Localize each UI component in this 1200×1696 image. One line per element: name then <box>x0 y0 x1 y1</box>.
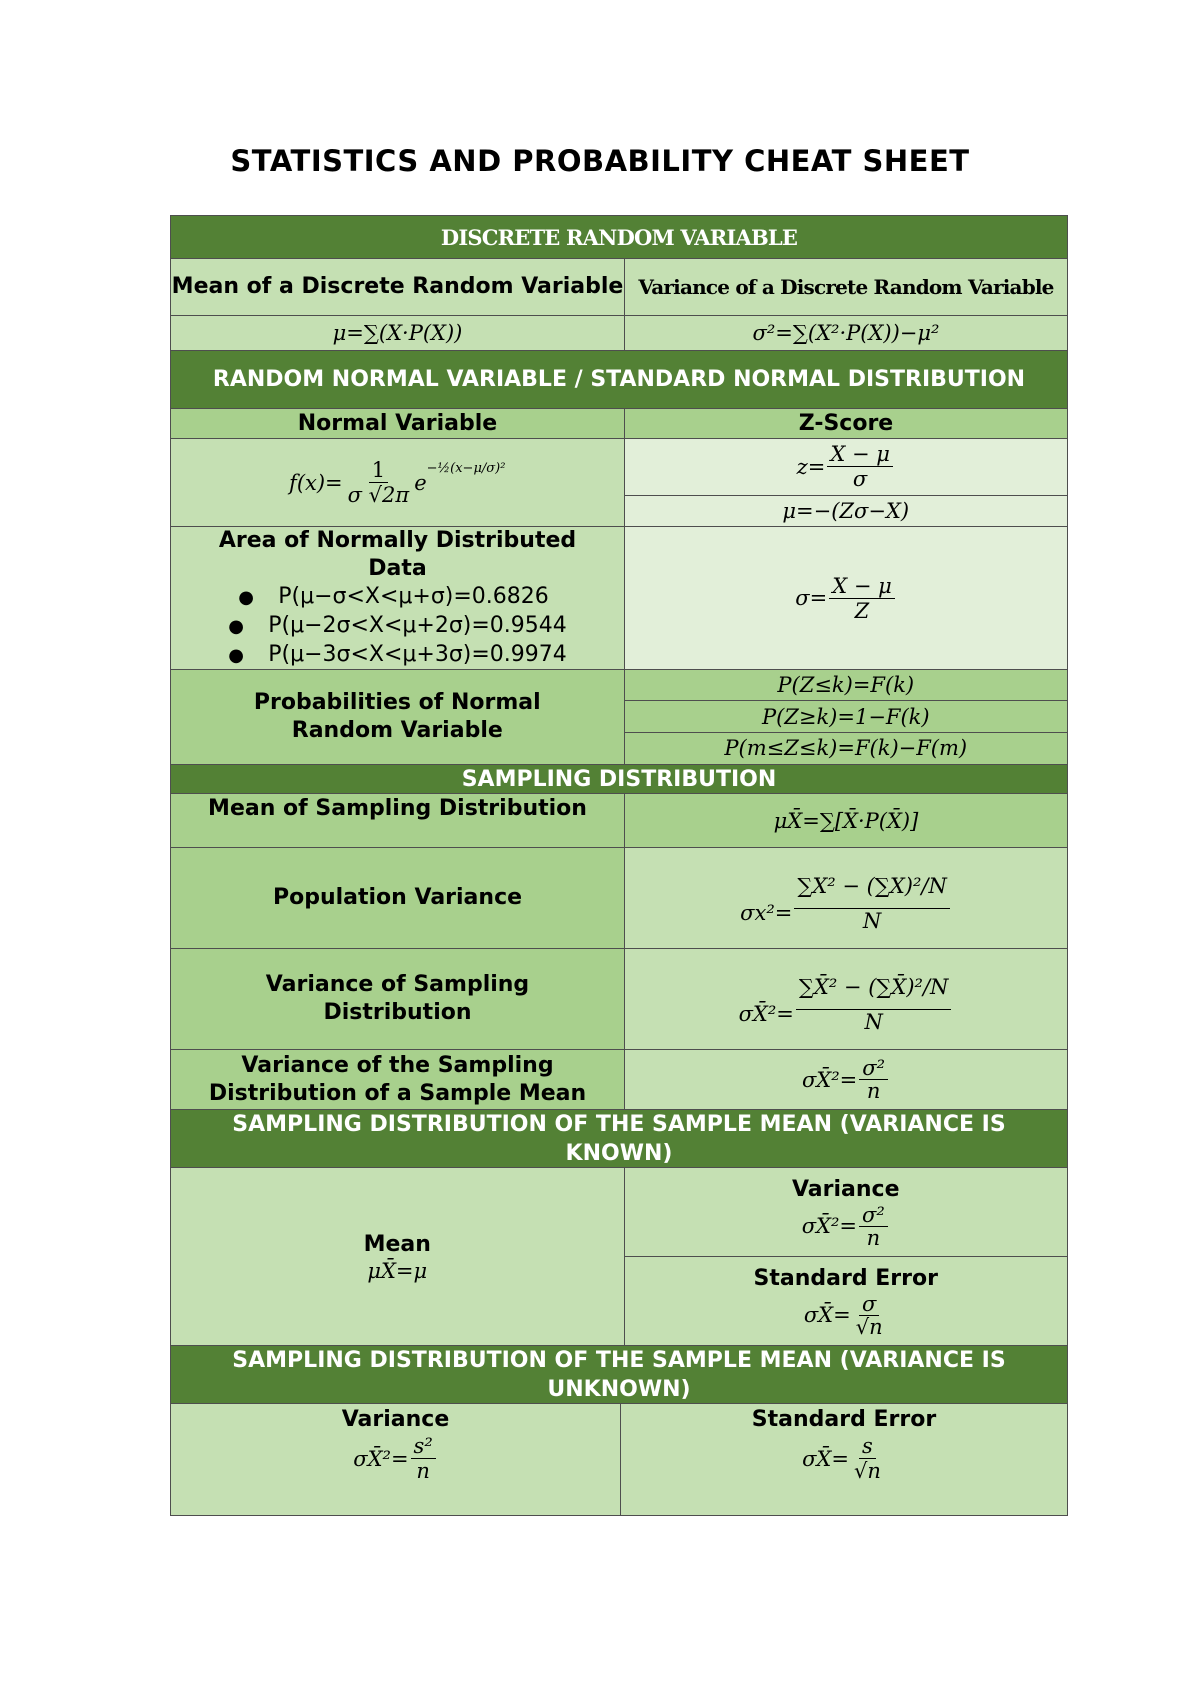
cheat-sheet-table <box>170 215 1068 1516</box>
unknown-se-fraction <box>851 1434 884 1483</box>
normal-variable-label: Normal Variable <box>171 409 624 438</box>
section-header-discrete <box>171 216 1067 258</box>
section-header-known <box>171 1109 1067 1167</box>
known-var-fraction <box>859 1204 888 1249</box>
known-mean-formula: μX̄=μ <box>367 1258 428 1283</box>
samp-var-fraction <box>796 965 952 1034</box>
probabilities-stack <box>624 670 1067 764</box>
discrete-formula-row <box>171 315 1067 350</box>
sampling-variance-formula <box>624 949 1067 1049</box>
section-header-normal <box>171 350 1067 408</box>
unknown-row <box>171 1403 1067 1515</box>
known-stack <box>624 1168 1068 1345</box>
z-score-stack <box>624 439 1068 526</box>
discrete-mean-label: Mean of a Discrete Random Variable <box>171 259 624 315</box>
pdf-exponent: −½(x−μ/σ)² <box>426 461 506 476</box>
z-fraction <box>827 442 893 491</box>
z-lhs: z= <box>796 454 826 479</box>
pop-var-numerator: ∑X² − (∑X)²/N <box>794 864 950 909</box>
mean-var-denominator: n <box>866 1079 881 1103</box>
population-variance-row <box>171 847 1067 948</box>
mean-var-fraction <box>859 1057 888 1102</box>
known-se-lhs: σX̄= <box>803 1303 851 1327</box>
unknown-se-cell <box>620 1404 1067 1515</box>
samp-var-denominator: N <box>864 1009 883 1034</box>
area-item: ● P(μ−σ<X<μ+σ)=0.6826 <box>228 583 567 612</box>
section-title: DISCRETE RANDOM VARIABLE <box>171 216 1067 258</box>
known-mean-cell <box>171 1168 624 1345</box>
known-var-denominator: n <box>866 1225 881 1250</box>
discrete-variance-formula: σ²=∑(X²·P(X))−μ² <box>624 316 1067 350</box>
unknown-var-lhs: σX̄²= <box>353 1446 409 1471</box>
pdf-fraction <box>345 458 413 507</box>
sigma-lhs: σ= <box>795 586 828 610</box>
sigma-denominator: Z <box>854 598 870 623</box>
population-variance-formula <box>624 848 1067 948</box>
unknown-variance-formula <box>353 1434 438 1483</box>
sampling-mean-formula: μX̄=∑[X̄·P(X̄)] <box>624 794 1067 847</box>
known-var-numerator: σ² <box>859 1204 888 1227</box>
area-row <box>171 526 1067 669</box>
probabilities-row <box>171 669 1067 764</box>
section-title: RANDOM NORMAL VARIABLE / STANDARD NORMAL DISTRIBUTION <box>171 351 1067 408</box>
known-mean-label: Mean <box>363 1231 431 1257</box>
known-variance-formula <box>802 1204 890 1249</box>
known-se-fraction <box>853 1293 886 1338</box>
unknown-se-denominator: √n <box>853 1459 881 1483</box>
known-var-lhs: σX̄²= <box>801 1214 858 1238</box>
area-cell <box>171 527 624 669</box>
area-label: Area of Normally Distributed Data <box>218 527 577 581</box>
unknown-se-formula <box>802 1434 886 1483</box>
known-se-formula <box>804 1293 888 1338</box>
samp-var-lhs: σX̄²= <box>738 1002 794 1026</box>
unknown-var-numerator: s² <box>411 1434 436 1459</box>
section-title: SAMPLING DISTRIBUTION <box>171 765 1067 793</box>
discrete-labels-row <box>171 258 1067 315</box>
unknown-var-denominator: n <box>416 1459 430 1483</box>
pop-var-lhs: σx²= <box>740 901 793 925</box>
discrete-variance-label: Variance of a Discrete Random Variable <box>624 259 1067 315</box>
section-header-unknown <box>171 1345 1067 1403</box>
discrete-mean-formula: μ=∑(X·P(X)) <box>171 316 624 350</box>
sample-mean-variance-label: Variance of the Sampling Distribution of a Sample Mean <box>171 1050 624 1109</box>
z-numerator: X − μ <box>827 442 893 467</box>
section-title: SAMPLING DISTRIBUTION OF THE SAMPLE MEAN (VARIANCE IS UNKNOWN) <box>171 1346 1067 1403</box>
normal-labels-row <box>171 408 1067 438</box>
sampling-variance-label: Variance of Sampling Distribution <box>171 949 624 1049</box>
population-variance-label: Population Variance <box>171 848 624 948</box>
known-row <box>171 1167 1067 1345</box>
pdf-lhs: f(x)= <box>289 470 343 495</box>
z-score-label: Z-Score <box>624 409 1067 438</box>
page-title: STATISTICS AND PROBABILITY CHEAT SHEET <box>230 144 970 178</box>
area-item: ● P(μ−3σ<X<μ+3σ)=0.9974 <box>228 641 567 670</box>
z-denominator: σ <box>852 467 868 492</box>
known-se-cell <box>625 1256 1068 1345</box>
pop-var-fraction <box>794 864 950 933</box>
known-variance-cell <box>625 1168 1068 1256</box>
prob-formula: P(Z≤k)=F(k) <box>625 670 1067 700</box>
unknown-se-label: Standard Error <box>751 1407 937 1432</box>
known-se-numerator: σ <box>859 1293 879 1316</box>
prob-formula: P(m≤Z≤k)=F(k)−F(m) <box>625 732 1067 764</box>
normal-pdf-formula: f(x)= $\frac{1}{\sigma √2\pi}$ e $^{-\frac{1}{2}(x-\mu/\sigma)^2}$ <box>171 439 624 526</box>
mean-var-numerator: σ² <box>859 1057 888 1080</box>
normal-formula-row <box>171 438 1067 526</box>
known-se-denominator: √n <box>855 1314 883 1339</box>
unknown-variance-label: Variance <box>341 1407 450 1432</box>
prob-formula: P(Z≥k)=1−F(k) <box>625 700 1067 732</box>
probabilities-label: Probabilities of Normal Random Variable <box>171 670 624 764</box>
sampling-mean-label: Mean of Sampling Distribution <box>171 794 624 847</box>
unknown-se-numerator: s <box>859 1434 876 1459</box>
sampling-variance-row <box>171 948 1067 1049</box>
mu-formula: μ=−(Zσ−X) <box>625 495 1068 526</box>
area-list <box>228 583 567 670</box>
z-score-formula <box>625 439 1068 495</box>
sigma-fraction <box>829 574 895 623</box>
known-variance-label: Variance <box>791 1176 900 1202</box>
unknown-var-fraction <box>411 1434 436 1483</box>
pdf-denominator: σ √2π <box>347 483 410 507</box>
pdf-numerator: 1 <box>369 458 388 483</box>
section-title: SAMPLING DISTRIBUTION OF THE SAMPLE MEAN (VARIANCE IS KNOWN) <box>171 1110 1067 1167</box>
pop-var-denominator: N <box>862 908 882 933</box>
sigma-formula <box>624 527 1067 669</box>
unknown-se-lhs: σX̄= <box>802 1446 849 1471</box>
known-se-label: Standard Error <box>753 1265 938 1291</box>
area-item: ● P(μ−2σ<X<μ+2σ)=0.9544 <box>228 612 567 641</box>
section-header-sampling <box>171 764 1067 793</box>
sigma-numerator: X − μ <box>829 574 895 599</box>
samp-var-numerator: ∑X̄² − (∑X̄)²/N <box>796 965 952 1010</box>
unknown-variance-cell <box>171 1404 620 1515</box>
mean-var-lhs: σX̄²= <box>801 1067 858 1092</box>
sample-mean-variance-row <box>171 1049 1067 1109</box>
sampling-mean-row <box>171 793 1067 847</box>
sample-mean-variance-formula <box>624 1050 1067 1109</box>
